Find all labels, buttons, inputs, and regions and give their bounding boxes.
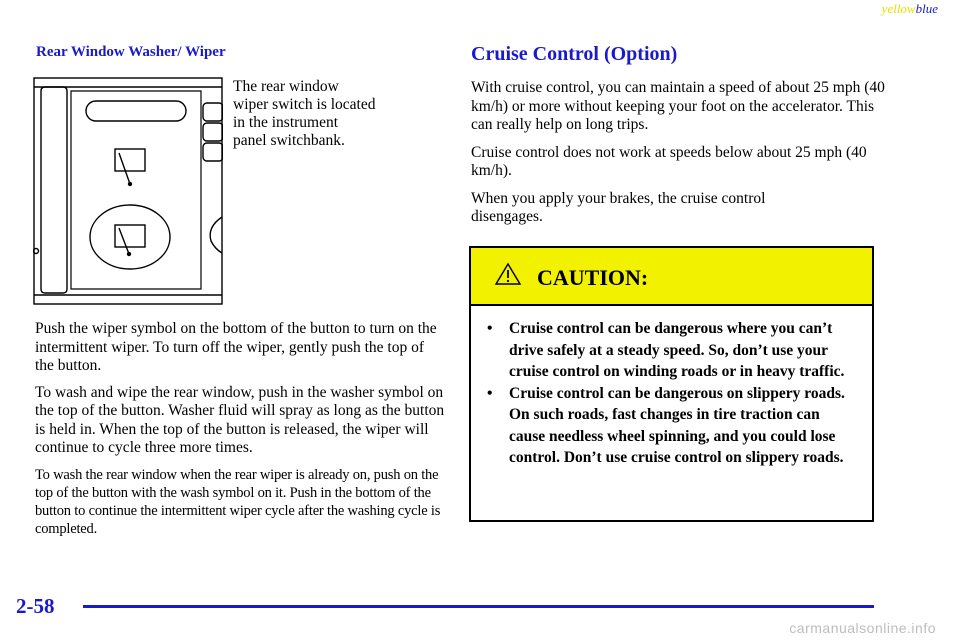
paragraph: Push the wiper symbol on the bottom of the button to turn on the intermittent wiper. To turn off the wiper, gently push the top of the button. <box>35 320 437 374</box>
wiper-switch-illustration <box>33 77 223 305</box>
wiper-button <box>90 205 170 269</box>
list-item <box>487 318 857 383</box>
caution-text: Cruise control can be dangerous where you can’t drive safely at a steady speed. So, don’t use your cruise control on winding roads or in heavy traffic. <box>509 320 845 380</box>
color-tag-yellow: yellow <box>881 1 916 16</box>
cruise-control-heading: Cruise Control (Option) <box>471 43 678 65</box>
color-tag-blue: blue <box>915 1 938 16</box>
page-number: 2-58 <box>16 594 55 618</box>
watermark: carmanualsonline.info <box>789 620 936 636</box>
footer-rule <box>83 605 874 608</box>
caution-text: Cruise control can be dangerous on slippery roads. On such roads, fast changes in tire traction can cause needless wheel spinning, and you could lose control. Don’t use cruise control on slippery roads. <box>509 384 845 466</box>
caution-title: CAUTION: <box>537 265 649 290</box>
switchbank-slot <box>86 101 186 121</box>
washer-symbol-icon <box>115 149 145 171</box>
list-item <box>487 383 857 469</box>
caption-line: in the instrument <box>233 114 339 131</box>
rear-wiper-heading: Rear Window Washer/ Wiper <box>36 44 226 60</box>
paragraph: With cruise control, you can maintain a speed of about 25 mph (40 km/h) or more without keeping your foot on the accelerator. This can really help on long trips. <box>471 79 885 133</box>
caution-list <box>487 318 857 469</box>
figure-caption <box>233 78 413 150</box>
paragraph: To wash the rear window when the rear wiper is already on, push on the top of the button with the wash symbol on it. Push in the bottom of the button to continue the intermittent wiper cycle after the washing cycle is completed. <box>35 466 441 537</box>
cruise-control-body <box>471 79 891 236</box>
caption-line: wiper switch is located <box>233 96 376 113</box>
illustration-frame <box>34 78 222 304</box>
bullet-icon: • <box>487 384 493 402</box>
color-proof-tag <box>882 1 938 17</box>
paragraph: When you apply your brakes, the cruise control disengages. <box>471 189 766 225</box>
caution-box <box>469 246 874 522</box>
warning-triangle-icon <box>495 262 521 286</box>
caption-line: The rear window <box>233 78 339 95</box>
paragraph: To wash and wipe the rear window, push in the washer symbol on the top of the button. Washer fluid will spray as long as the button is held in. When the top of the button is released, the wiper will continue to cycle three more times. <box>35 383 445 456</box>
bullet-icon: • <box>487 320 493 337</box>
caption-line: panel switchbank. <box>233 132 345 149</box>
rear-wiper-body <box>35 320 445 546</box>
paragraph: Cruise control does not work at speeds below about 25 mph (40 km/h). <box>471 143 867 179</box>
caution-header <box>471 248 872 306</box>
